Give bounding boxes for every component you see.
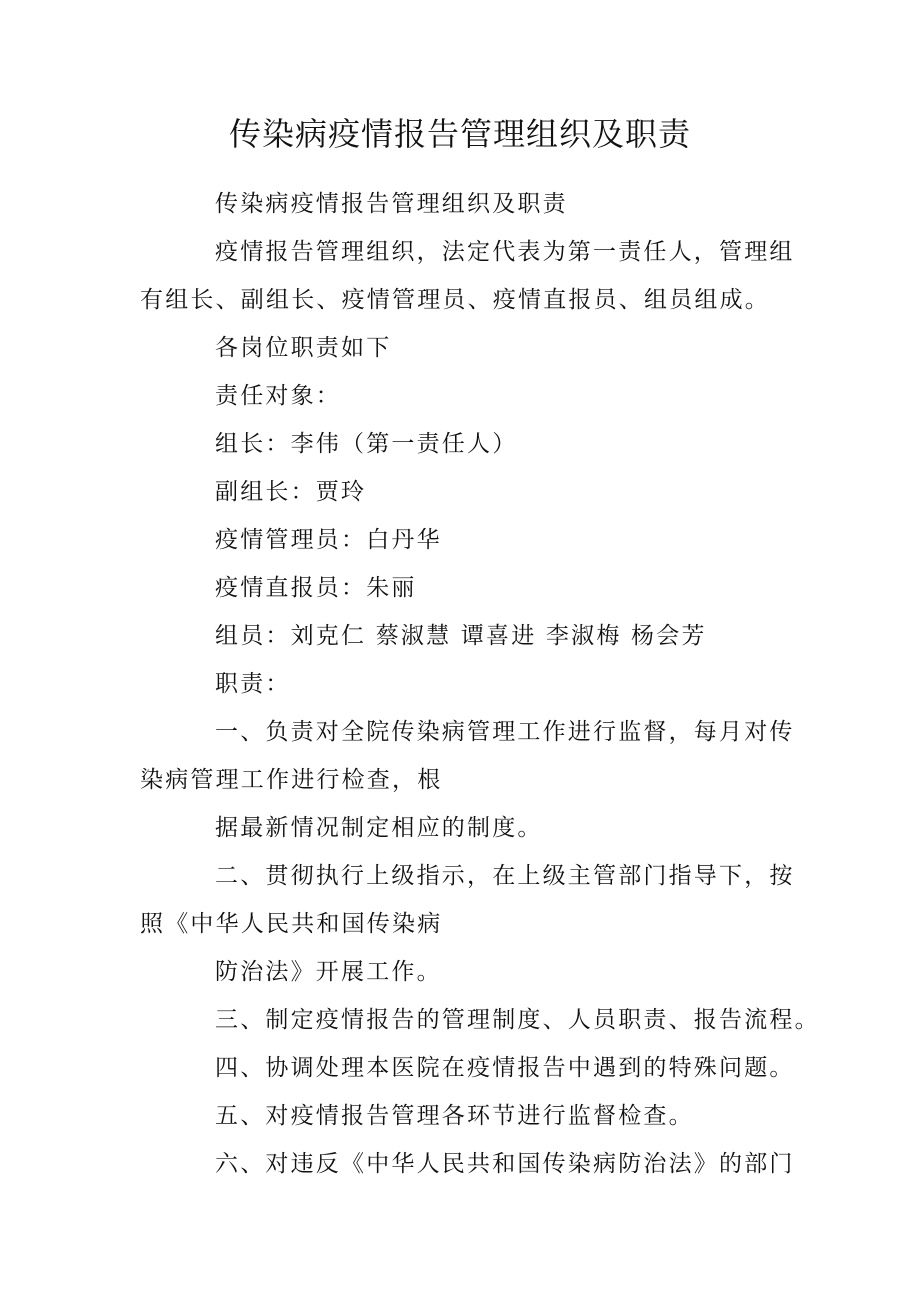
paragraph-duty-1-cont: 染病管理工作进行检查，根 [140, 767, 443, 793]
document-title: 传染病疫情报告管理组织及职责 [228, 115, 691, 153]
paragraph-epidemic-manager: 疫情管理员：白丹华 [215, 527, 442, 553]
paragraph-org-intro: 疫情报告管理组织，法定代表为第一责任人，管理组 [215, 239, 795, 265]
paragraph-duty-1: 一、负责对全院传染病管理工作进行监督，每月对传 [215, 719, 795, 745]
paragraph-members: 组员：刘克仁 蔡淑慧 谭喜进 李淑梅 杨会芳 [215, 623, 707, 649]
paragraph-duties-label: 职责： [215, 671, 291, 697]
paragraph-org-intro-cont: 有组长、副组长、疫情管理员、疫情直报员、组员组成。 [140, 287, 770, 313]
paragraph-duty-3: 三、制定疫情报告的管理制度、人员职责、报告流程。 [215, 1007, 820, 1033]
paragraph-deputy-leader: 副组长：贾玲 [215, 479, 367, 505]
paragraph-duty-2-cont2: 防治法》开展工作。 [215, 959, 442, 985]
paragraph-duty-2-cont: 照《中华人民共和国传染病 [140, 911, 443, 937]
paragraph-duties-intro: 各岗位职责如下 [215, 335, 392, 361]
paragraph-duty-4: 四、协调处理本医院在疫情报告中遇到的特殊问题。 [215, 1055, 795, 1081]
paragraph-duty-2: 二、贯彻执行上级指示，在上级主管部门指导下，按 [215, 863, 795, 889]
document-body [140, 180, 820, 1188]
paragraph-duty-1-cont2: 据最新情况制定相应的制度。 [215, 815, 543, 841]
paragraph-duty-5: 五、对疫情报告管理各环节进行监督检查。 [215, 1103, 694, 1129]
paragraph-duty-6: 六、对违反《中华人民共和国传染病防治法》的部门 [215, 1151, 795, 1177]
paragraph-responsible-label: 责任对象： [215, 383, 341, 409]
paragraph-heading: 传染病疫情报告管理组织及职责 [215, 191, 568, 217]
paragraph-leader: 组长：李伟（第一责任人） [215, 431, 518, 457]
paragraph-direct-reporter: 疫情直报员：朱丽 [215, 575, 417, 601]
